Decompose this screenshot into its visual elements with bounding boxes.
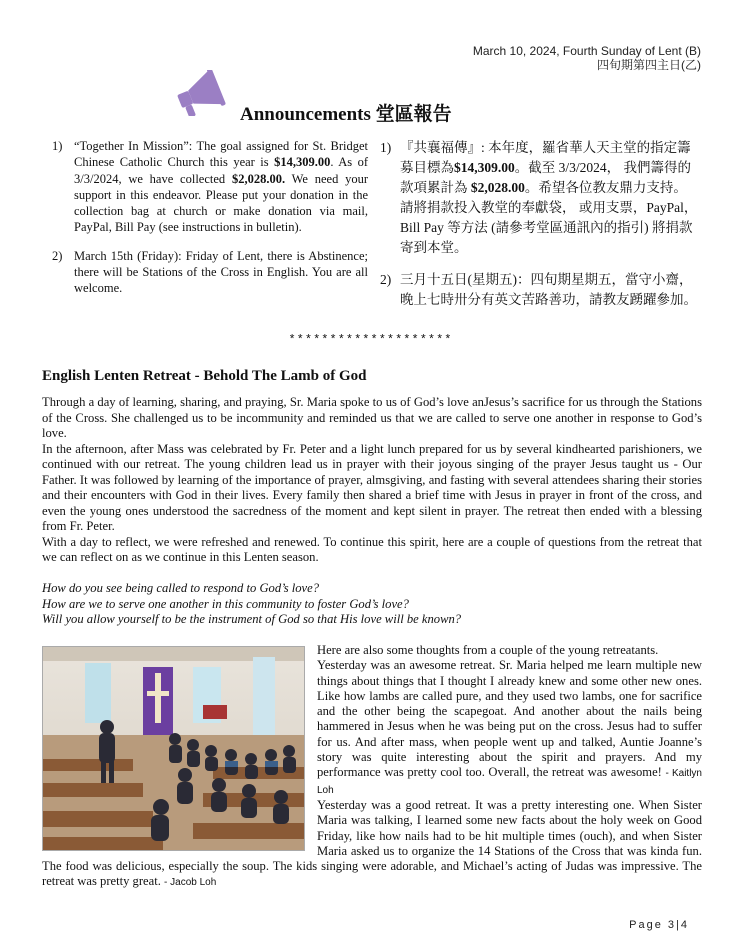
announcement-item bbox=[52, 248, 368, 297]
paragraph: Through a day of learning, sharing, and praying, Sr. Maria spoke to us of God’s love anJesus’s sacrifice for us through the Stations of the Cross. She challenged us to be incommunity and reminded us that we are called to serve one another in response to God’s love. bbox=[42, 395, 702, 440]
announcements-english bbox=[52, 138, 368, 309]
announcements-title: Announcements 堂區報告 bbox=[240, 104, 452, 125]
item-number: 2) bbox=[380, 272, 392, 287]
announcement-item bbox=[380, 270, 702, 310]
goal-amount: $14,309.00 bbox=[274, 155, 331, 170]
bulletin-date bbox=[473, 44, 701, 72]
testimonial-author: - Kaitlyn Loh bbox=[317, 768, 702, 796]
testimonial: Yesterday was a good retreat. It was a pretty interesting one. When Sister Maria was talking, I learned some new facts about the holy week on Good Friday, like how nails had to be hit multiple times (ouch), and when Sister Maria asked us to organize the 14 Stations of the Cross that was kinda fun. The food was delicious, especially the soup. The kids singing were adorable, and Michael’s acting of Judas was impressive. The retreat was pretty great. - Jacob Loh bbox=[42, 797, 702, 889]
paragraph: In the afternoon, after Mass was celebrated by Fr. Peter and a light lunch prepared for us by several kindhearted parishioners, we continued with our retreat. The young children lead us in prayer with their joyous singing of the prayer Jesus taught us - Our Father. It was followed by learning of the importance of prayer, almsgiving, and fasting with several attendees sharing their stories and their encounters with God in their lives. Every family then shared a brief time with Jesus in prayer in front of the cross, and even the young ones understood the sacredness of the moment and kept silent in prayer. The retreat then ended with a blessing from Fr. Peter. bbox=[42, 441, 702, 533]
item-text: March 15th (Friday): Friday of Lent, there is Abstinence; there will be Stations of the Cross in English. You are all welcome. bbox=[74, 248, 368, 296]
megaphone-icon bbox=[170, 70, 232, 116]
item-text: “Together In Mission”: The goal assigned for St. Bridget Chinese Catholic Church this year is $14,309.00. As of 3/3/2024, we have collected $2,028.00. We need your support in this endeavor. Please put your donation in the collection bag at church or make donation via mail, PayPal, Bill Pay (see instructions in bulletin). bbox=[74, 139, 369, 235]
announcement-item bbox=[52, 138, 368, 236]
section-separator: ******************** bbox=[288, 333, 453, 347]
testimonial: Yesterday was an awesome retreat. Sr. Maria helped me learn multiple new things about things that I thought I already knew and some other new ones. Like how lambs are called pure, and they used two lambs, one for sacrifice and the other being the scapegoat. And another about the nails being hammered in Jesus when he was being put on the cross. Jesus had to suffer for us. And after mass, when people went up and talked, Auntie Joanne’s story was quite interesting about the spirit and prayers. And my performance was pretty cool too. Overall, the retreat was awesome! - Kaitlyn Loh bbox=[317, 658, 702, 796]
item-number: 2) bbox=[52, 248, 63, 263]
announcements-chinese bbox=[380, 138, 702, 322]
paragraph: With a day to reflect, we were refreshed and renewed. To continue this spirit, here are a couple of questions from the retreat that we can reflect on as we continue in this Lenten season. bbox=[42, 534, 702, 564]
retreat-body bbox=[42, 395, 702, 566]
reflection-questions bbox=[42, 581, 702, 628]
retreat-title: English Lenten Retreat - Behold The Lamb of God bbox=[42, 368, 367, 384]
question: Will you allow yourself to be the instrument of God so that His love will be known? bbox=[42, 612, 462, 626]
date-english: March 10, 2024, Fourth Sunday of Lent (B) bbox=[472, 44, 701, 58]
collected-amount: $2,028.00. bbox=[231, 171, 286, 186]
retreatant-thoughts bbox=[42, 643, 702, 891]
item-text: 三月十五日(星期五)：四旬期星期五，當守小齋，晚上七時卅分有英文苦路善功，請教友踴躍參加。 bbox=[400, 272, 697, 307]
thoughts-intro: Here are also some thoughts from a couple of the young retreatants. bbox=[317, 643, 659, 657]
testimonial-author: - Jacob Loh bbox=[164, 877, 217, 889]
item-text: 『共襄福傳』: 本年度，羅省華人天主堂的指定籌募目標為$14,309.00。截至 3/3/2024， 我們籌得的款項累計為 $2,028.00。希望各位教友鼎力支持。 請將捐款投入教堂的奉獻袋， 或用支票，PayPal， Bill Pay 等方法 (請參考堂區通訊內的指引) 將捐款寄到本堂。 bbox=[400, 140, 698, 255]
question: How do you see being called to respond to God’s love? bbox=[42, 581, 320, 595]
item-number: 1) bbox=[52, 139, 63, 153]
announcement-item bbox=[380, 138, 702, 258]
date-chinese: 四旬期第四主日(乙) bbox=[597, 58, 701, 72]
item-number: 1) bbox=[380, 140, 392, 155]
question: How are we to serve one another in this community to foster God’s love? bbox=[42, 596, 409, 611]
page-number: Page 3|4 bbox=[629, 919, 689, 931]
